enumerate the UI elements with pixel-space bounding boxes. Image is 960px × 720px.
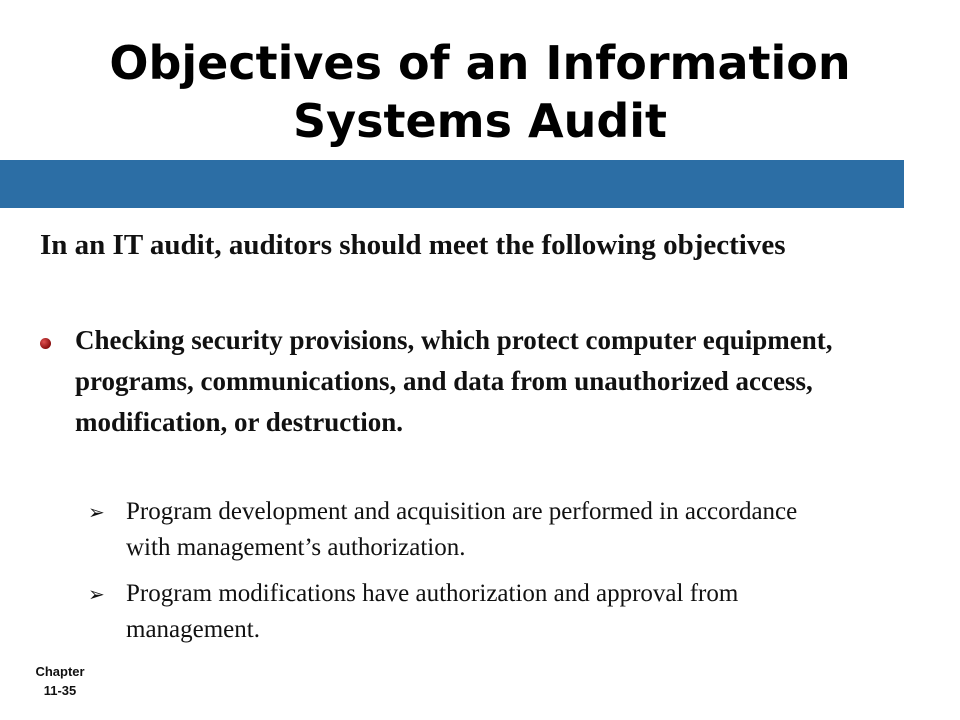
footer-chapter-label: Chapter — [35, 664, 85, 679]
arrow-bullet-icon: ➢ — [88, 500, 105, 524]
red-sphere-bullet-icon — [40, 338, 51, 349]
footer-page-number: 11-35 — [43, 683, 77, 698]
arrow-bullet-icon: ➢ — [88, 582, 105, 606]
chapter-footer — [0, 662, 120, 700]
slide-title-line-2: Systems Audit — [292, 94, 668, 148]
intro-text: In an IT audit, auditors should meet the following objectives — [40, 229, 786, 261]
slide-title-line-1: Objectives of an Information — [109, 36, 851, 90]
main-bullet-text: Checking security provisions, which protect computer equipment, programs, communications, and data from unauthorized access, modification, or destruction. — [75, 325, 833, 437]
sub-bullet-text: Program modifications have authorization and approval from management. — [126, 580, 739, 643]
slide-title — [0, 34, 960, 150]
sub-bullet-text: Program development and acquisition are performed in accordance with management’s authorization. — [126, 498, 798, 561]
title-accent-band — [0, 160, 904, 208]
